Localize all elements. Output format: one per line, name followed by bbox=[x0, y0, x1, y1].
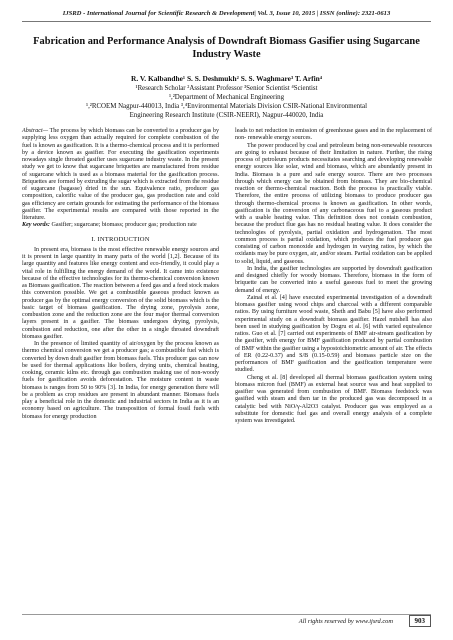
left-column bbox=[22, 128, 219, 421]
abstract-text: The process by which biomass can be converted to a producer gas by supplying less oxygen than actually required for complete combustion of the fuel is known as gasification. It is a thermo-chemical process and it is performed by a device known as gasifier. For executing the gasification experiments nowadays single throated gasifier uses sugarcane industry waste. In the present study we get to know that sugarcane briquettes are manufactured from residue of sugarcane which is used as a biomass material for the gasification process. Briquettes are formed by extruding the sugar which is extracted from the residue of sugarcane (bagasse) dried in the sun. Equivalence ratio, producer gas composition, calorific value of the producer gas, gas production rate and cold gas efficiency are certain grounds for estimating the performance of the biomass gasifier. The experimental results are compared with those reported in the literature. bbox=[22, 128, 219, 221]
keywords-text: Gasifier; sugarcane; biomass; producer gas; production rate bbox=[49, 222, 197, 229]
body-paragraph: Zainal et al. [4] have executed experimental investigation of a downdraft biomass gasifier using wood chips and charcoal with a different comparable ratios. By using furniture wood waste, Sheth and Babu [5] have also performed experimental study on a downdraft biomass gasifier. Hazel nutshell has also been used in studying gasification by Dogru et al. [6] with varied equivalence ratios. Guo et al. [7] carried out experiments of BMF air-stream gasification by the gasifier, with energy for BMF gasification produced by partial combustion of BMF within the gasifier using a hypostoichiometric amount of air. The effects of ER (0.22-0.37) and S/B (0.15-0.59) and biomass particle size on the performances of BMF gasification and the gasification temperature were studied. bbox=[235, 294, 432, 374]
department: ¹,²Department of Mechanical Engineering bbox=[168, 94, 285, 101]
body-paragraph: leads to net reduction in emission of greenhouse gases and in the replacement of non- renewable energy sources. bbox=[235, 128, 432, 142]
header-rule bbox=[22, 21, 431, 22]
body-paragraph: The power produced by coal and petroleum being non-renewable resources are going to exhaust because of their limitation in nature. Further, the rising process of petroleum products necessitates searching and developing renewable energy sources like solar, wind and biomass, which are abundantly present in India. Biomass is a pure and safe energy source. There are two processes through which energy can be obtained from biomass. They are bio-chemical reaction or thermo-chemical reaction. Both the process is practically viable. Therefore, the entire process of utilizing biomass to produce producer gas through thermo-chemical process is known as gasification. In other words, gasification is the conversion of any carbonaceous fuel to a gaseous product with a usable heating value. This definition does not contain combustion, because the product flue gas has no residual heating value. It does consider the technologies of pyrolysis, partial oxidation and hydrogenation. The most common process is partial oxidation, which produces the fuel producer gas consisting of carbon monoxide and hydrogen in varying ratios, by which the oxidants may be pure oxygen, air, and/or steam. Partial oxidation can be applied to solid, liquid, and gaseous. bbox=[235, 142, 432, 265]
section-heading-introduction: I. INTRODUCTION bbox=[91, 235, 150, 243]
author-roles: ¹Research Scholar ²Assistant Professor ³Senior Scientist ⁴Scientist bbox=[135, 85, 318, 92]
abstract-label: Abstract— bbox=[22, 128, 49, 134]
author-list: R. V. Kalbandhe¹ S. S. Deshmukh² S. S. Waghmare³ T. Arfin⁴ bbox=[130, 74, 323, 83]
footer-rule bbox=[22, 614, 431, 615]
paper-title: Fabrication and Performance Analysis of Downdraft Biomass Gasifier using Sugarcane Industry Waste bbox=[33, 36, 420, 60]
keywords bbox=[22, 222, 219, 229]
body-paragraph: In India, the gasifier technologies are supported by downdraft gasification and designed chiefly for woody biomass. Therefore, biomass in the form of briquette can be converted into a useful gaseous fuel to meet the growing demand of energy. bbox=[235, 265, 432, 294]
right-column bbox=[235, 128, 432, 425]
abstract bbox=[22, 128, 219, 222]
affiliation-line-2: Engineering Research Institute (CSIR-NEERI), Nagpur-440020, India bbox=[129, 112, 324, 119]
keywords-label: Key words: bbox=[22, 222, 50, 229]
body-paragraph: Cheng et al. [8] developed all thermal biomass gasification system using biomass micron fuel (BMF) as external heat source was and heat supplied to gasifier was generated from combustion of BMF. Biomass feedstock was gasified with steam and then tar in the produced gas was decomposed in a catalytic bed with NiO/γ-Al2O3 catalyst. Producer gas was employed as a substitute for domestic fuel gas and overall energy analysis of a complete system was investigated. bbox=[235, 374, 432, 424]
affiliation-line: ¹,²RCOEM Nagpur-440013, India ³,⁴Environmental Materials Division CSIR-National Environmental bbox=[86, 103, 367, 110]
journal-header: IJSRD - International Journal for Scientific Research & Development| Vol. 3, Issue 10, 2015 | ISSN (online): 2321-0613 bbox=[62, 10, 391, 17]
body-paragraph: In the presence of limited quantity of air/oxygen by the process known as thermo chemical conversion we get a producer gas; a combustible fuel which is converted by down draft gasifier from biomass fuels. This producer gas can now be used for thermal applications like boilers, drying units, chemical heating, cooking, ceramic kilns etc. through gas combustion making use of non-woody fuels for gasification avoids deforestation. The moisture content in waste biomass is ranges from 50 to 90% [3]. In India, for energy generation there will be a problem as crop residues are present in abundant manner. Biomass fuels play a beneficial role in the domestic and industrial sectors in India as it is an economy based on agriculture. The transposition of formal fossil fuels with biomass for energy production bbox=[22, 341, 219, 420]
page-number: 903 bbox=[409, 615, 432, 627]
body-paragraph: In present era, biomass is the most effective renewable energy sources and it is present in large quantity in many parts of the world [1,2]. Because of its large quantity and features like energy content and eco-friendly, it could play a vital role in fulfilling the energy demand of the world. It came into existence because of the effective technologies for its thermo-chemical conversion known as Biomass gasification. The reaction between a feed gas and a feed stock makes this conversion possible. We get a combustible gaseous product known as producer gas by the optimal energy conversion of the solid biomass which is the basic target of biomass gasification. The drying zone, pyrolysis zone, combustion zone and the reduction zone are the four major thermal conversion layers present in a gasifier. The biomass undergoes drying, pyrolysis, combustion and reduction, one after the other in a single throated downdraft biomass gasifier. bbox=[22, 246, 219, 340]
footer-text: All rights reserved by www.ijsrd.com bbox=[298, 618, 393, 625]
